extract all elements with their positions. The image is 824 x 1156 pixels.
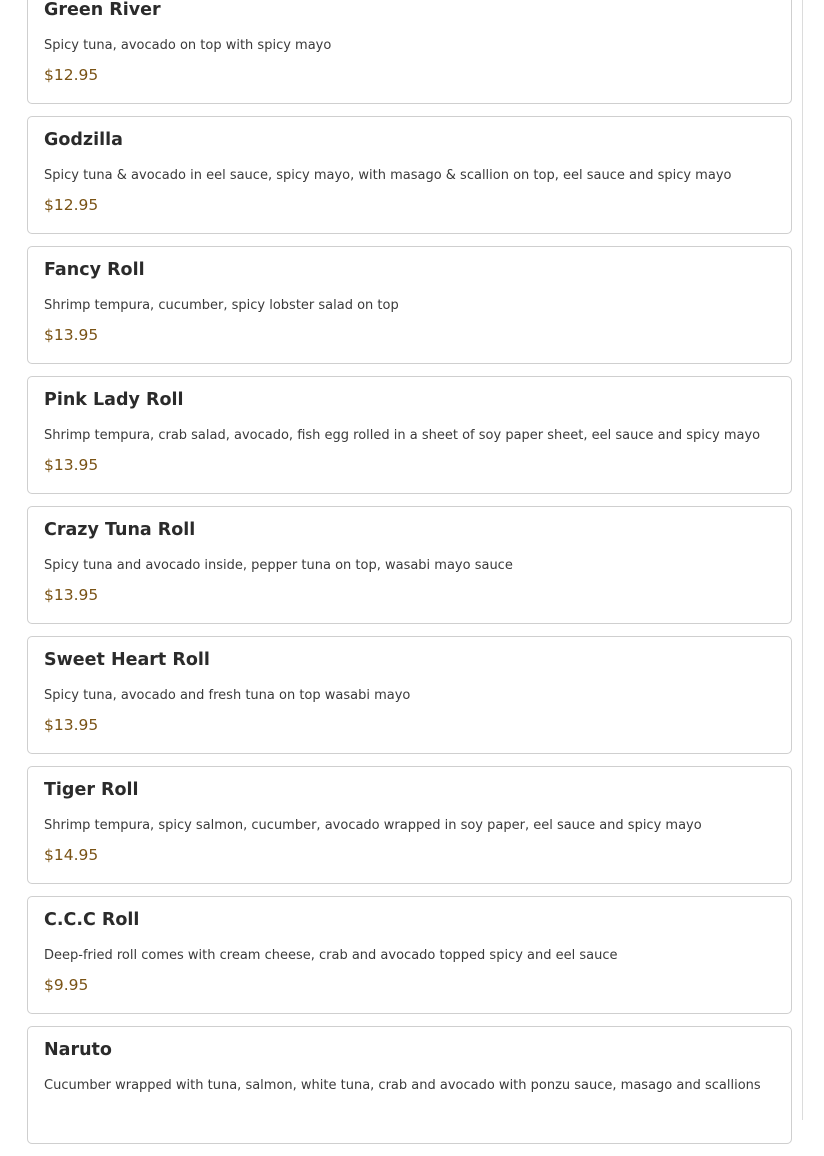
item-name: C.C.C Roll: [44, 910, 140, 930]
item-price: $12.95: [44, 66, 99, 84]
item-name: Crazy Tuna Roll: [44, 520, 196, 540]
item-name: Pink Lady Roll: [44, 390, 184, 410]
item-description: Spicy tuna, avocado and fresh tuna on top wasabi mayo: [44, 688, 411, 703]
menu-item-card[interactable]: [27, 636, 792, 754]
item-name: Sweet Heart Roll: [44, 650, 210, 670]
item-price: $13.95: [44, 716, 99, 734]
item-price: $14.95: [44, 846, 99, 864]
item-price: $9.95: [44, 976, 89, 994]
item-name: Tiger Roll: [44, 780, 139, 800]
menu-item-card[interactable]: [27, 116, 792, 234]
menu-item-list: [27, 0, 792, 1156]
item-description: Shrimp tempura, spicy salmon, cucumber, avocado wrapped in soy paper, eel sauce and spicy mayo: [44, 818, 702, 833]
item-name: Fancy Roll: [44, 260, 145, 280]
item-description: Shrimp tempura, crab salad, avocado, fish egg rolled in a sheet of soy paper sheet, eel sauce and spicy mayo: [44, 428, 761, 443]
menu-item-card[interactable]: [27, 246, 792, 364]
item-description: Deep-fried roll comes with cream cheese, crab and avocado topped spicy and eel sauce: [44, 948, 618, 963]
item-description: Spicy tuna & avocado in eel sauce, spicy mayo, with masago & scallion on top, eel sauce and spicy mayo: [44, 168, 732, 183]
item-description: Spicy tuna and avocado inside, pepper tuna on top, wasabi mayo sauce: [44, 558, 513, 573]
item-name: Godzilla: [44, 130, 123, 150]
item-price: $13.95: [44, 456, 99, 474]
item-price: $13.95: [44, 586, 99, 604]
item-name: Naruto: [44, 1040, 112, 1060]
item-description: Shrimp tempura, cucumber, spicy lobster salad on top: [44, 298, 399, 313]
item-price: $12.95: [44, 196, 99, 214]
menu-item-card[interactable]: [27, 376, 792, 494]
menu-item-card[interactable]: [27, 896, 792, 1014]
menu-item-card[interactable]: [27, 0, 792, 104]
menu-item-card[interactable]: [27, 766, 792, 884]
item-description: Cucumber wrapped with tuna, salmon, white tuna, crab and avocado with ponzu sauce, masago and scallions: [44, 1078, 761, 1093]
menu-item-card[interactable]: [27, 506, 792, 624]
item-name: Green River: [44, 0, 161, 20]
item-description: Spicy tuna, avocado on top with spicy mayo: [44, 38, 332, 53]
item-price: $13.95: [44, 326, 99, 344]
menu-item-card[interactable]: [27, 1026, 792, 1144]
